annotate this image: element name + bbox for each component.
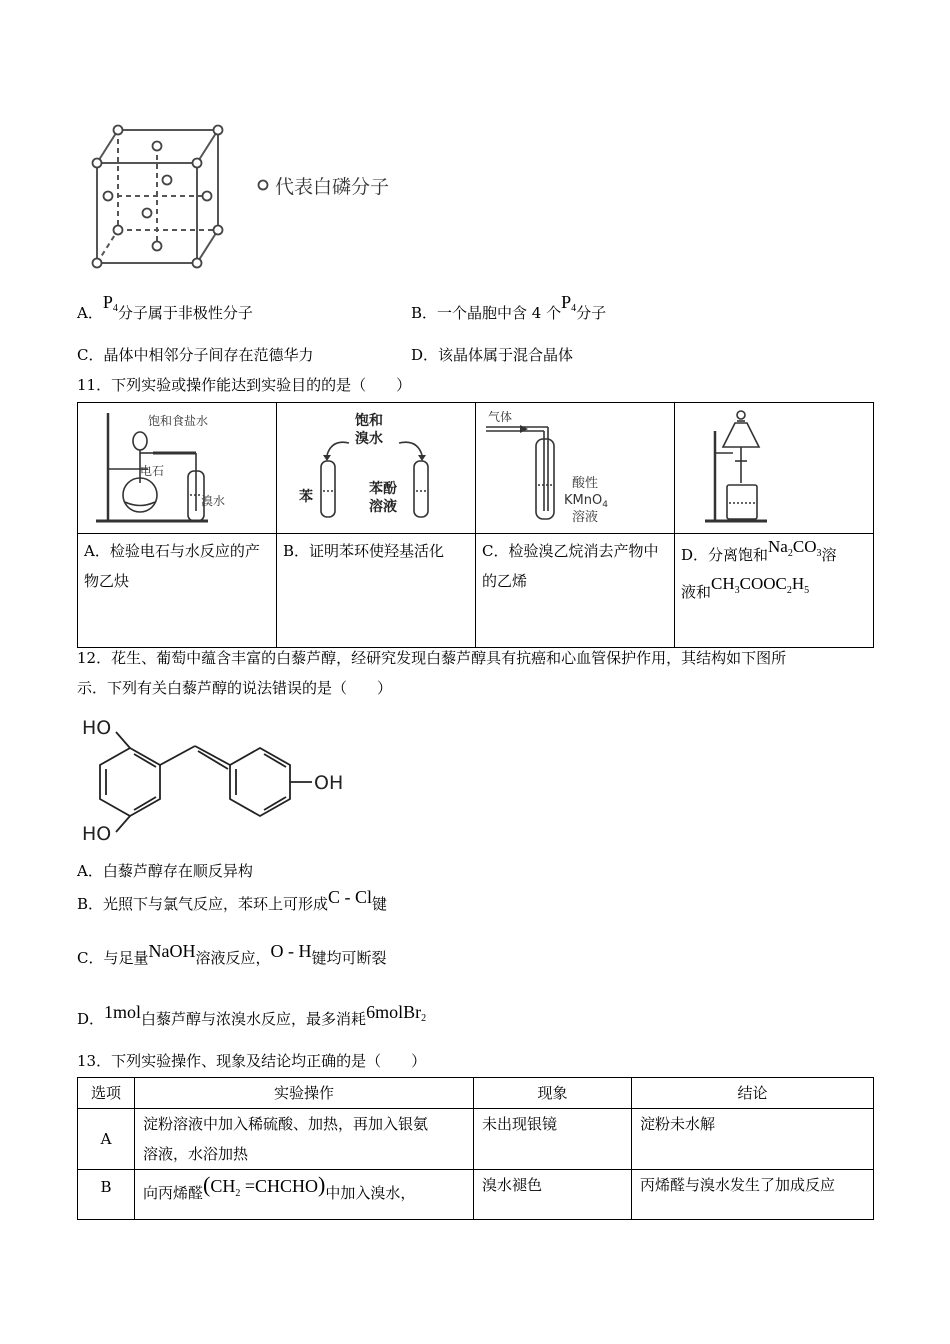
hydroxyl-bottom-label: HO	[82, 823, 112, 845]
formula-naoh: NaOH	[148, 941, 196, 961]
q11-stem: 11．下列实验或操作能达到实验目的的是（ ）	[77, 376, 412, 394]
q11-options-table	[77, 402, 874, 648]
q12-stem-line1: 12．花生、葡萄中蕴含丰富的白藜芦醇，经研究发现白藜芦醇具有抗癌和心血管保护作用，其结构如下图所	[77, 649, 787, 667]
q10-option-c: C．晶体中相邻分子间存在范德华力	[77, 346, 314, 364]
formula-na2co3: $Na_2CO_3$	[768, 537, 822, 559]
header-option: 选项	[78, 1078, 135, 1109]
label-phenol: 苯酚	[369, 481, 397, 497]
formula-ethyl-acetate: $CH_3COOC_2H_5$	[711, 574, 810, 596]
q13-experiment-table	[77, 1077, 874, 1220]
row-option: A	[78, 1109, 135, 1170]
label-solution: 溶液	[369, 499, 397, 515]
resveratrol-structure	[80, 712, 400, 848]
label-bromine-water: 溴水	[201, 494, 226, 508]
label-saturated: 饱和	[355, 413, 383, 429]
acetylene-generation-apparatus	[78, 403, 276, 529]
q11-option-d: D．分离饱和$Na_2CO_3$溶 液和$CH_3COOC_2H_5$	[675, 534, 874, 648]
row-phenomenon: 未出现银镜	[474, 1109, 632, 1170]
separatory-funnel-apparatus	[675, 403, 873, 529]
q11-option-c: C．检验溴乙烷消去产物中的乙烯	[476, 534, 675, 648]
label-gas: 气体	[488, 410, 513, 424]
label-solution: 溶液	[572, 510, 599, 525]
q11-image-cell-d	[675, 403, 874, 534]
row-conclusion: 淀粉未水解	[632, 1109, 874, 1170]
row-conclusion: 丙烯醛与溴水发生了加成反应	[632, 1170, 874, 1220]
q12-option-d: D．1mol白藜芦醇与浓溴水反应，最多消耗6molBr$_2$	[77, 1002, 427, 1028]
q12-option-b: B．光照下与氯气反应，苯环上可形成C - Cl键	[77, 887, 388, 913]
label-kmno4: KMnO$_4$	[564, 493, 608, 510]
q12-option-a: A．白藜芦醇存在顺反异构	[77, 862, 253, 880]
label-acidic: 酸性	[572, 476, 599, 491]
header-phenomenon: 现象	[474, 1078, 632, 1109]
hydroxyl-right-label: OH	[314, 772, 344, 794]
formula-acrolein: ($CH_2$ =CHCHO)	[203, 1172, 326, 1199]
row-option: B	[78, 1170, 135, 1220]
q13-stem: 13．下列实验操作、现象及结论均正确的是（ ）	[77, 1052, 427, 1070]
q10-option-a: A．$P_4$分子属于非极性分子	[77, 292, 253, 322]
formula-6molbr2: 6molBr$_2$	[366, 1002, 427, 1024]
q11-image-cell-b	[277, 403, 476, 534]
gas-into-kmno4-apparatus	[476, 403, 674, 529]
formula-p4: $P_4$	[102, 292, 118, 314]
label-calcium-carbide: 电石	[140, 464, 165, 478]
legend-text: 代表白磷分子	[275, 176, 390, 198]
formula-o-h: O - H	[270, 941, 312, 961]
formula-p4: $P_4$	[561, 292, 577, 314]
header-conclusion: 结论	[632, 1078, 874, 1109]
row-phenomenon: 溴水褪色	[474, 1170, 632, 1220]
label-saturated-brine: 饱和食盐水	[148, 414, 209, 428]
q11-option-b: B．证明苯环使羟基活化	[277, 534, 476, 648]
label-benzene: 苯	[299, 489, 313, 505]
table-row	[78, 1170, 874, 1220]
label-bromine-water: 溴水	[355, 431, 383, 447]
row-operation: 向丙烯醛($CH_2$ =CHCHO)中加入溴水，	[135, 1170, 474, 1220]
q12-option-c: C．与足量NaOH溶液反应，O - H键均可断裂	[77, 941, 387, 967]
q10-option-b: B．一个晶胞中含 4 个$P_4$分子	[411, 292, 607, 322]
formula-c-cl: C - Cl	[328, 887, 373, 907]
q11-image-cell-c	[476, 403, 675, 534]
benzene-phenol-bromine-apparatus	[277, 403, 475, 529]
table-row	[78, 1109, 874, 1170]
q10-option-d: D．该晶体属于混合晶体	[411, 346, 574, 364]
hydroxyl-top-label: HO	[82, 717, 112, 739]
row-operation: 淀粉溶液中加入稀硫酸、加热，再加入银氨 溶液，水浴加热	[135, 1109, 474, 1170]
q12-stem-line2: 示．下列有关白藜芦醇的说法错误的是（ ）	[77, 679, 393, 697]
q11-image-cell-a	[78, 403, 277, 534]
white-phosphorus-unit-cell-figure	[85, 118, 430, 278]
header-operation: 实验操作	[135, 1078, 474, 1109]
q11-option-a: A．检验电石与水反应的产物乙炔	[78, 534, 277, 648]
formula-1mol: 1mol	[104, 1002, 142, 1022]
